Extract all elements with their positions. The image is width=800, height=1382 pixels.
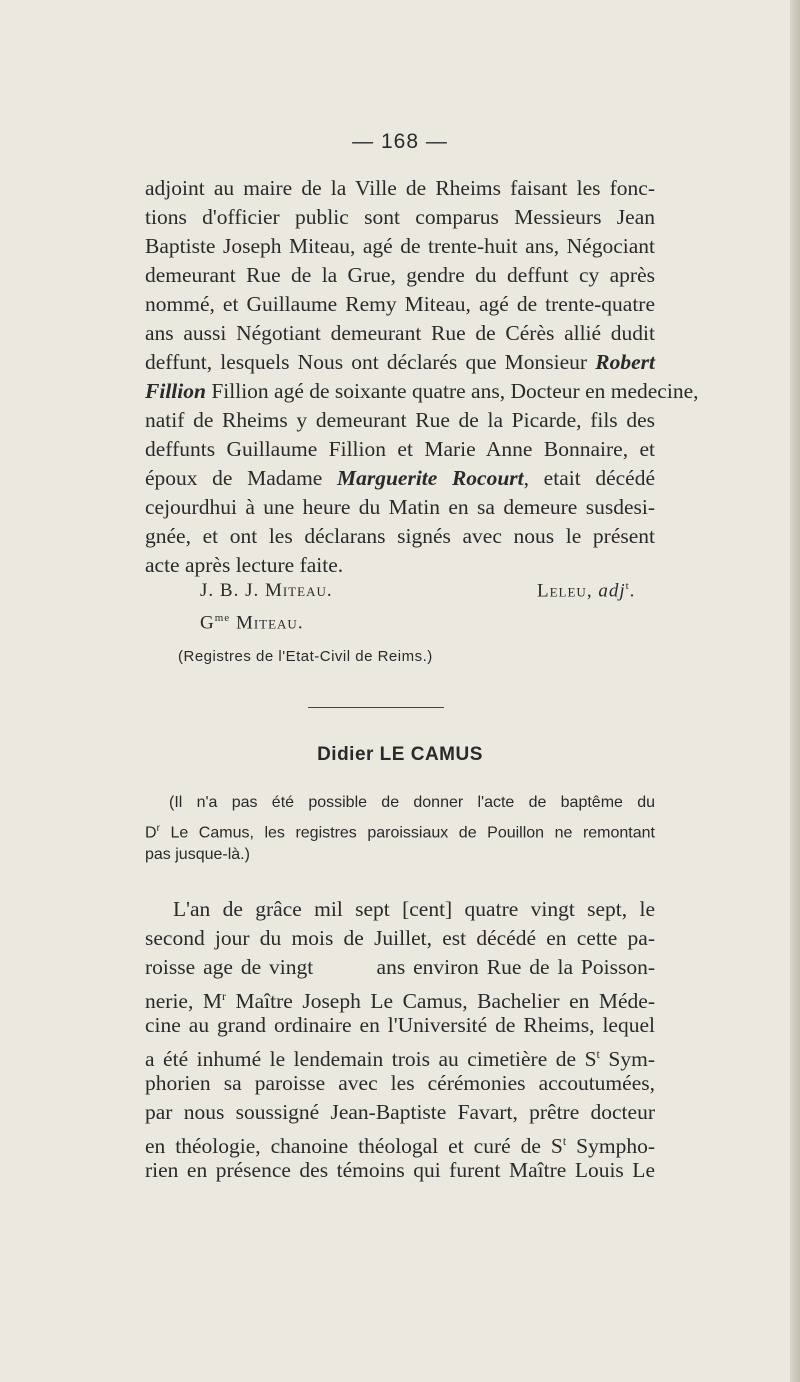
text-line: acte après lecture faite. (145, 553, 344, 577)
text-line: deffunts Guillaume Fillion et Marie Anne Bonnaire, et (145, 437, 655, 461)
section-heading: Didier LE CAMUS (317, 744, 483, 765)
text-line: Baptiste Joseph Miteau, agé de trente-huit ans, Négociant (145, 234, 655, 258)
superscript: t (596, 1047, 600, 1061)
text-line: cine au grand ordinaire en l'Université de Rheims, lequel (145, 1013, 655, 1037)
text-line: roisse age de vingt ans environ Rue de la Poisson- (145, 955, 655, 979)
text-segment: Le Camus, les registres paroissiaux de Pouillon ne remontant (159, 824, 655, 842)
text-segment: a été inhumé le lendemain trois au cimetière de S (145, 1047, 597, 1072)
note-line: pas jusque-là.) (145, 846, 250, 863)
superscript: r (156, 823, 160, 834)
page-number: — 168 — (352, 130, 448, 153)
signature-title: adj (598, 580, 626, 602)
text-line (145, 348, 655, 377)
note-line (145, 816, 655, 842)
superscript: t (625, 580, 630, 592)
text-line (145, 1040, 655, 1072)
text-segment: , etait décédé (523, 466, 655, 490)
text-segment: nerie, M (145, 989, 222, 1014)
text-line (145, 464, 655, 493)
source-citation: (Registres de l'Etat-Civil de Reims.) (178, 648, 433, 665)
signature-end: . (629, 580, 636, 602)
editorial-note (145, 790, 655, 868)
text-line: L'an de grâce mil sept [cent] quatre vingt sept, le (173, 897, 655, 921)
text-line (145, 377, 699, 406)
name-robert: Robert (595, 350, 655, 374)
text-line (145, 982, 655, 1014)
signature-name: Leleu, (537, 580, 593, 602)
text-line: rien en présence des témoins qui furent Maître Louis Le (145, 1158, 655, 1182)
text-segment: en théologie, chanoine théologal et curé de S (145, 1134, 563, 1159)
signature-leleu (537, 580, 635, 602)
signature-miteau-g (200, 612, 304, 634)
text-line: tions d'officier public sont comparus Messieurs Jean (145, 205, 655, 229)
paragraph-death-record-le-camus (145, 895, 655, 1185)
text-line: cejourdhui à une heure du Matin en sa demeure susdesi- (145, 495, 655, 519)
text-segment: D (145, 824, 157, 842)
text-line: par nous soussigné Jean-Baptiste Favart, prêtre docteur (145, 1100, 655, 1124)
text-segment: deffunt, lesquels Nous ont déclarés que Monsieur (145, 350, 588, 374)
text-line: adjoint au maire de la Ville de Rheims faisant les fonc- (145, 176, 655, 200)
text-line: nommé, et Guillaume Remy Miteau, agé de trente-quatre (145, 292, 655, 316)
text-segment: Fillion agé de soixante quatre ans, Docteur en medecine, (211, 379, 699, 403)
superscript: t (562, 1134, 567, 1148)
superscript: me (214, 612, 231, 624)
page-edge (790, 0, 800, 1382)
text-segment: Sympho- (566, 1134, 655, 1159)
text-segment: Sym- (599, 1047, 655, 1072)
note-line: (Il n'a pas été possible de donner l'acte de baptême du (169, 794, 655, 811)
text-line: gnée, et ont les déclarans signés avec nous le présent (145, 524, 655, 548)
signature-miteau-jb: J. B. J. Miteau. (200, 580, 333, 601)
section-divider (308, 707, 444, 708)
signature-name: Miteau. (230, 612, 304, 634)
text-line: second jour du mois de Juillet, est décédé en cette pa- (145, 926, 655, 950)
text-segment: époux de Madame (145, 466, 323, 490)
text-line: phorien sa paroisse avec les cérémonies accoutumées, (145, 1071, 655, 1095)
text-segment: Maître Joseph Le Camus, Bachelier en Méde- (225, 989, 655, 1014)
text-line (145, 1127, 655, 1159)
text-line: natif de Rheims y demeurant Rue de la Picarde, fils des (145, 408, 655, 432)
name-fillion: Fillion (145, 379, 206, 403)
superscript: r (221, 989, 226, 1003)
text-line: demeurant Rue de la Grue, gendre du deffunt cy après (145, 263, 655, 287)
signature-initial: G (200, 612, 215, 634)
text-line: ans aussi Négotiant demeurant Rue de Cérès allié dudit (145, 321, 655, 345)
paragraph-death-record-fillion (145, 174, 699, 580)
name-marguerite-rocourt: Marguerite Rocourt (336, 466, 524, 490)
